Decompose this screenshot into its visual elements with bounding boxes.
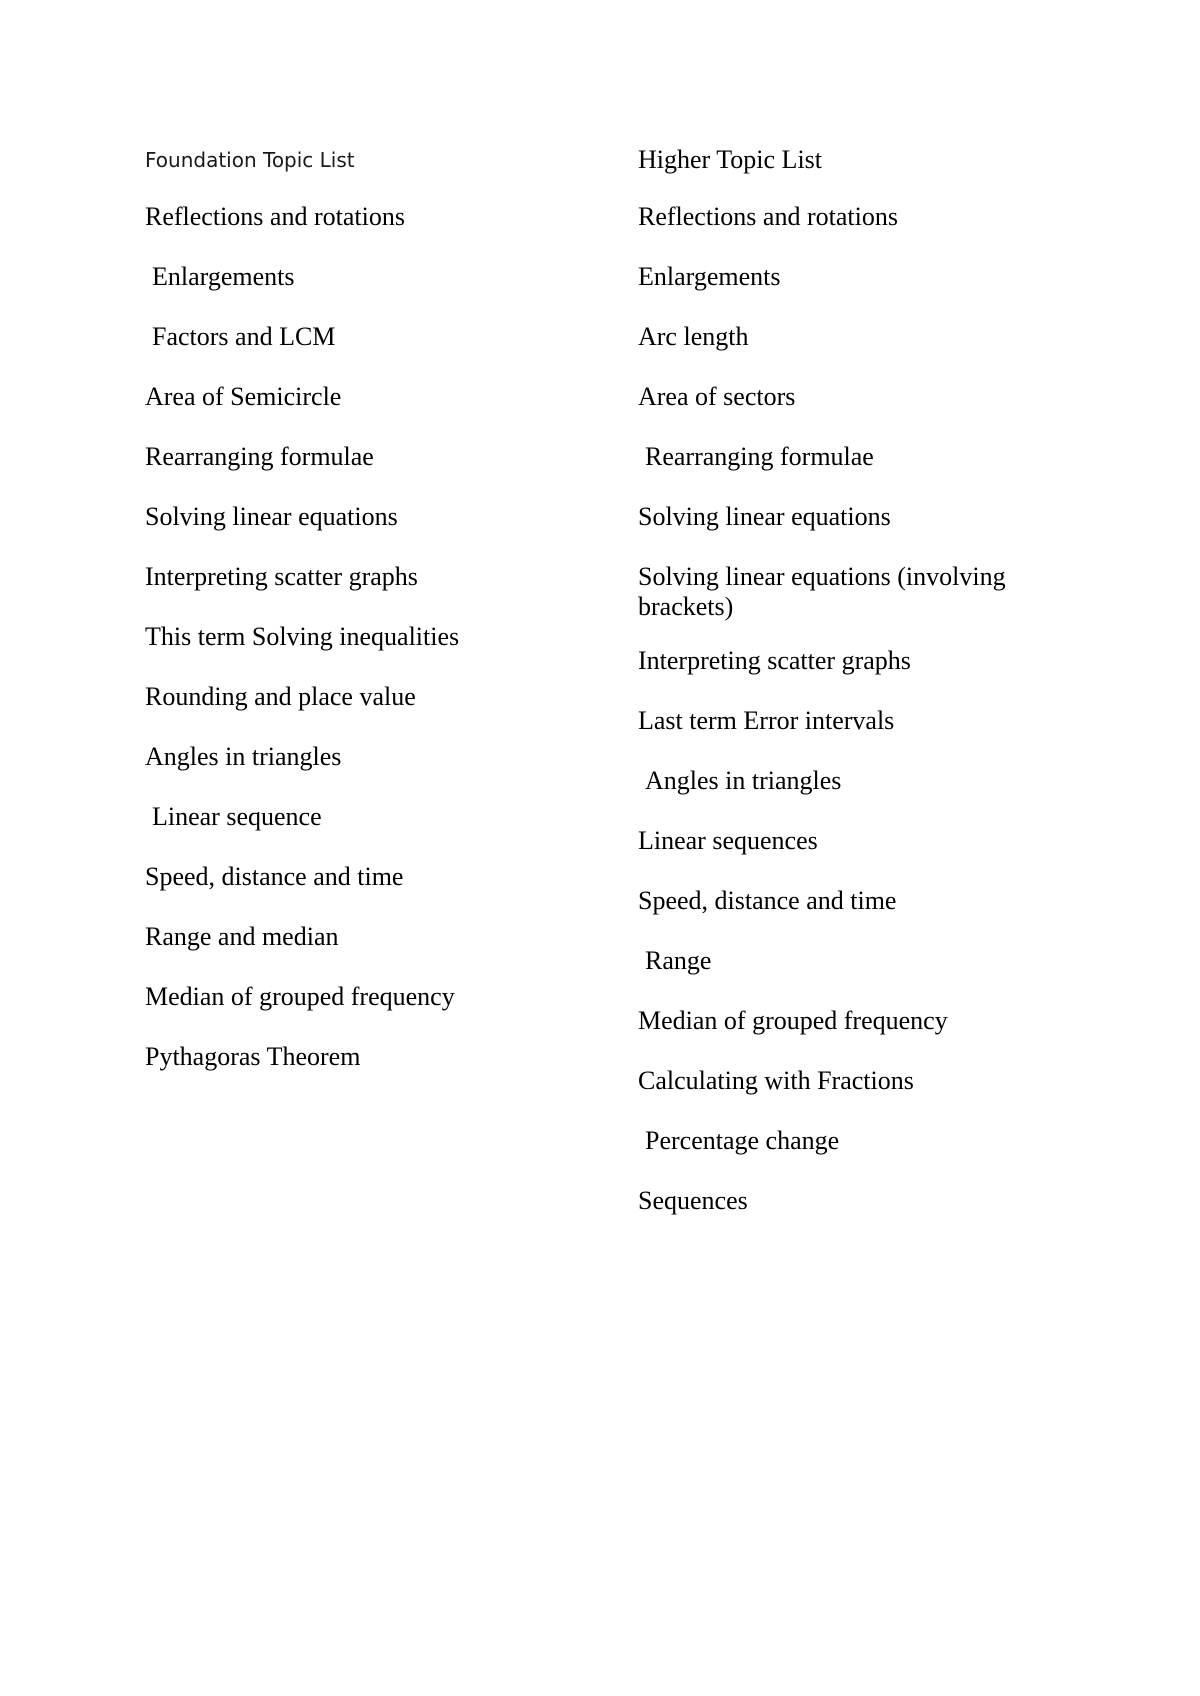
higher-topic: Arc length [638, 322, 749, 351]
higher-topic: Rearranging formulae [645, 442, 874, 471]
higher-topic: Enlargements [638, 262, 781, 291]
higher-topic: Solving linear equations (involving brackets) [638, 562, 1006, 621]
higher-topic: Speed, distance and time [638, 886, 897, 915]
foundation-topic: Area of Semicircle [145, 382, 342, 411]
higher-topic: Angles in triangles [645, 766, 842, 795]
foundation-topic: Reflections and rotations [145, 202, 405, 231]
foundation-topic: Solving linear equations [145, 502, 398, 531]
higher-topic-list [638, 202, 1078, 1222]
foundation-topic: Rounding and place value [145, 682, 416, 711]
higher-topic: Area of sectors [638, 382, 796, 411]
higher-topic: Range [645, 946, 712, 975]
higher-topic: Calculating with Fractions [638, 1066, 914, 1095]
foundation-topic: Pythagoras Theorem [145, 1042, 361, 1071]
foundation-topic: Linear sequence [152, 802, 322, 831]
higher-topic: Interpreting scatter graphs [638, 646, 911, 675]
foundation-topic: This term Solving inequalities [145, 622, 460, 651]
foundation-topic: Range and median [145, 922, 339, 951]
foundation-topic: Rearranging formulae [145, 442, 374, 471]
higher-topic: Reflections and rotations [638, 202, 898, 231]
foundation-topic: Angles in triangles [145, 742, 342, 771]
higher-topic: Last term Error intervals [638, 706, 895, 735]
higher-topic: Percentage change [645, 1126, 840, 1155]
foundation-topic: Enlargements [152, 262, 295, 291]
foundation-topic: Speed, distance and time [145, 862, 404, 891]
foundation-topic: Factors and LCM [152, 322, 336, 351]
foundation-column [145, 142, 615, 1102]
foundation-topic-list [145, 202, 615, 1078]
higher-topic: Linear sequences [638, 826, 818, 855]
foundation-title: Foundation Topic List [145, 148, 355, 172]
higher-column [638, 142, 1078, 1246]
higher-topic: Solving linear equations [638, 502, 891, 531]
higher-topic: Median of grouped frequency [638, 1006, 948, 1035]
higher-topic: Sequences [638, 1186, 748, 1215]
higher-title: Higher Topic List [638, 145, 823, 174]
foundation-topic: Interpreting scatter graphs [145, 562, 418, 591]
foundation-topic: Median of grouped frequency [145, 982, 455, 1011]
